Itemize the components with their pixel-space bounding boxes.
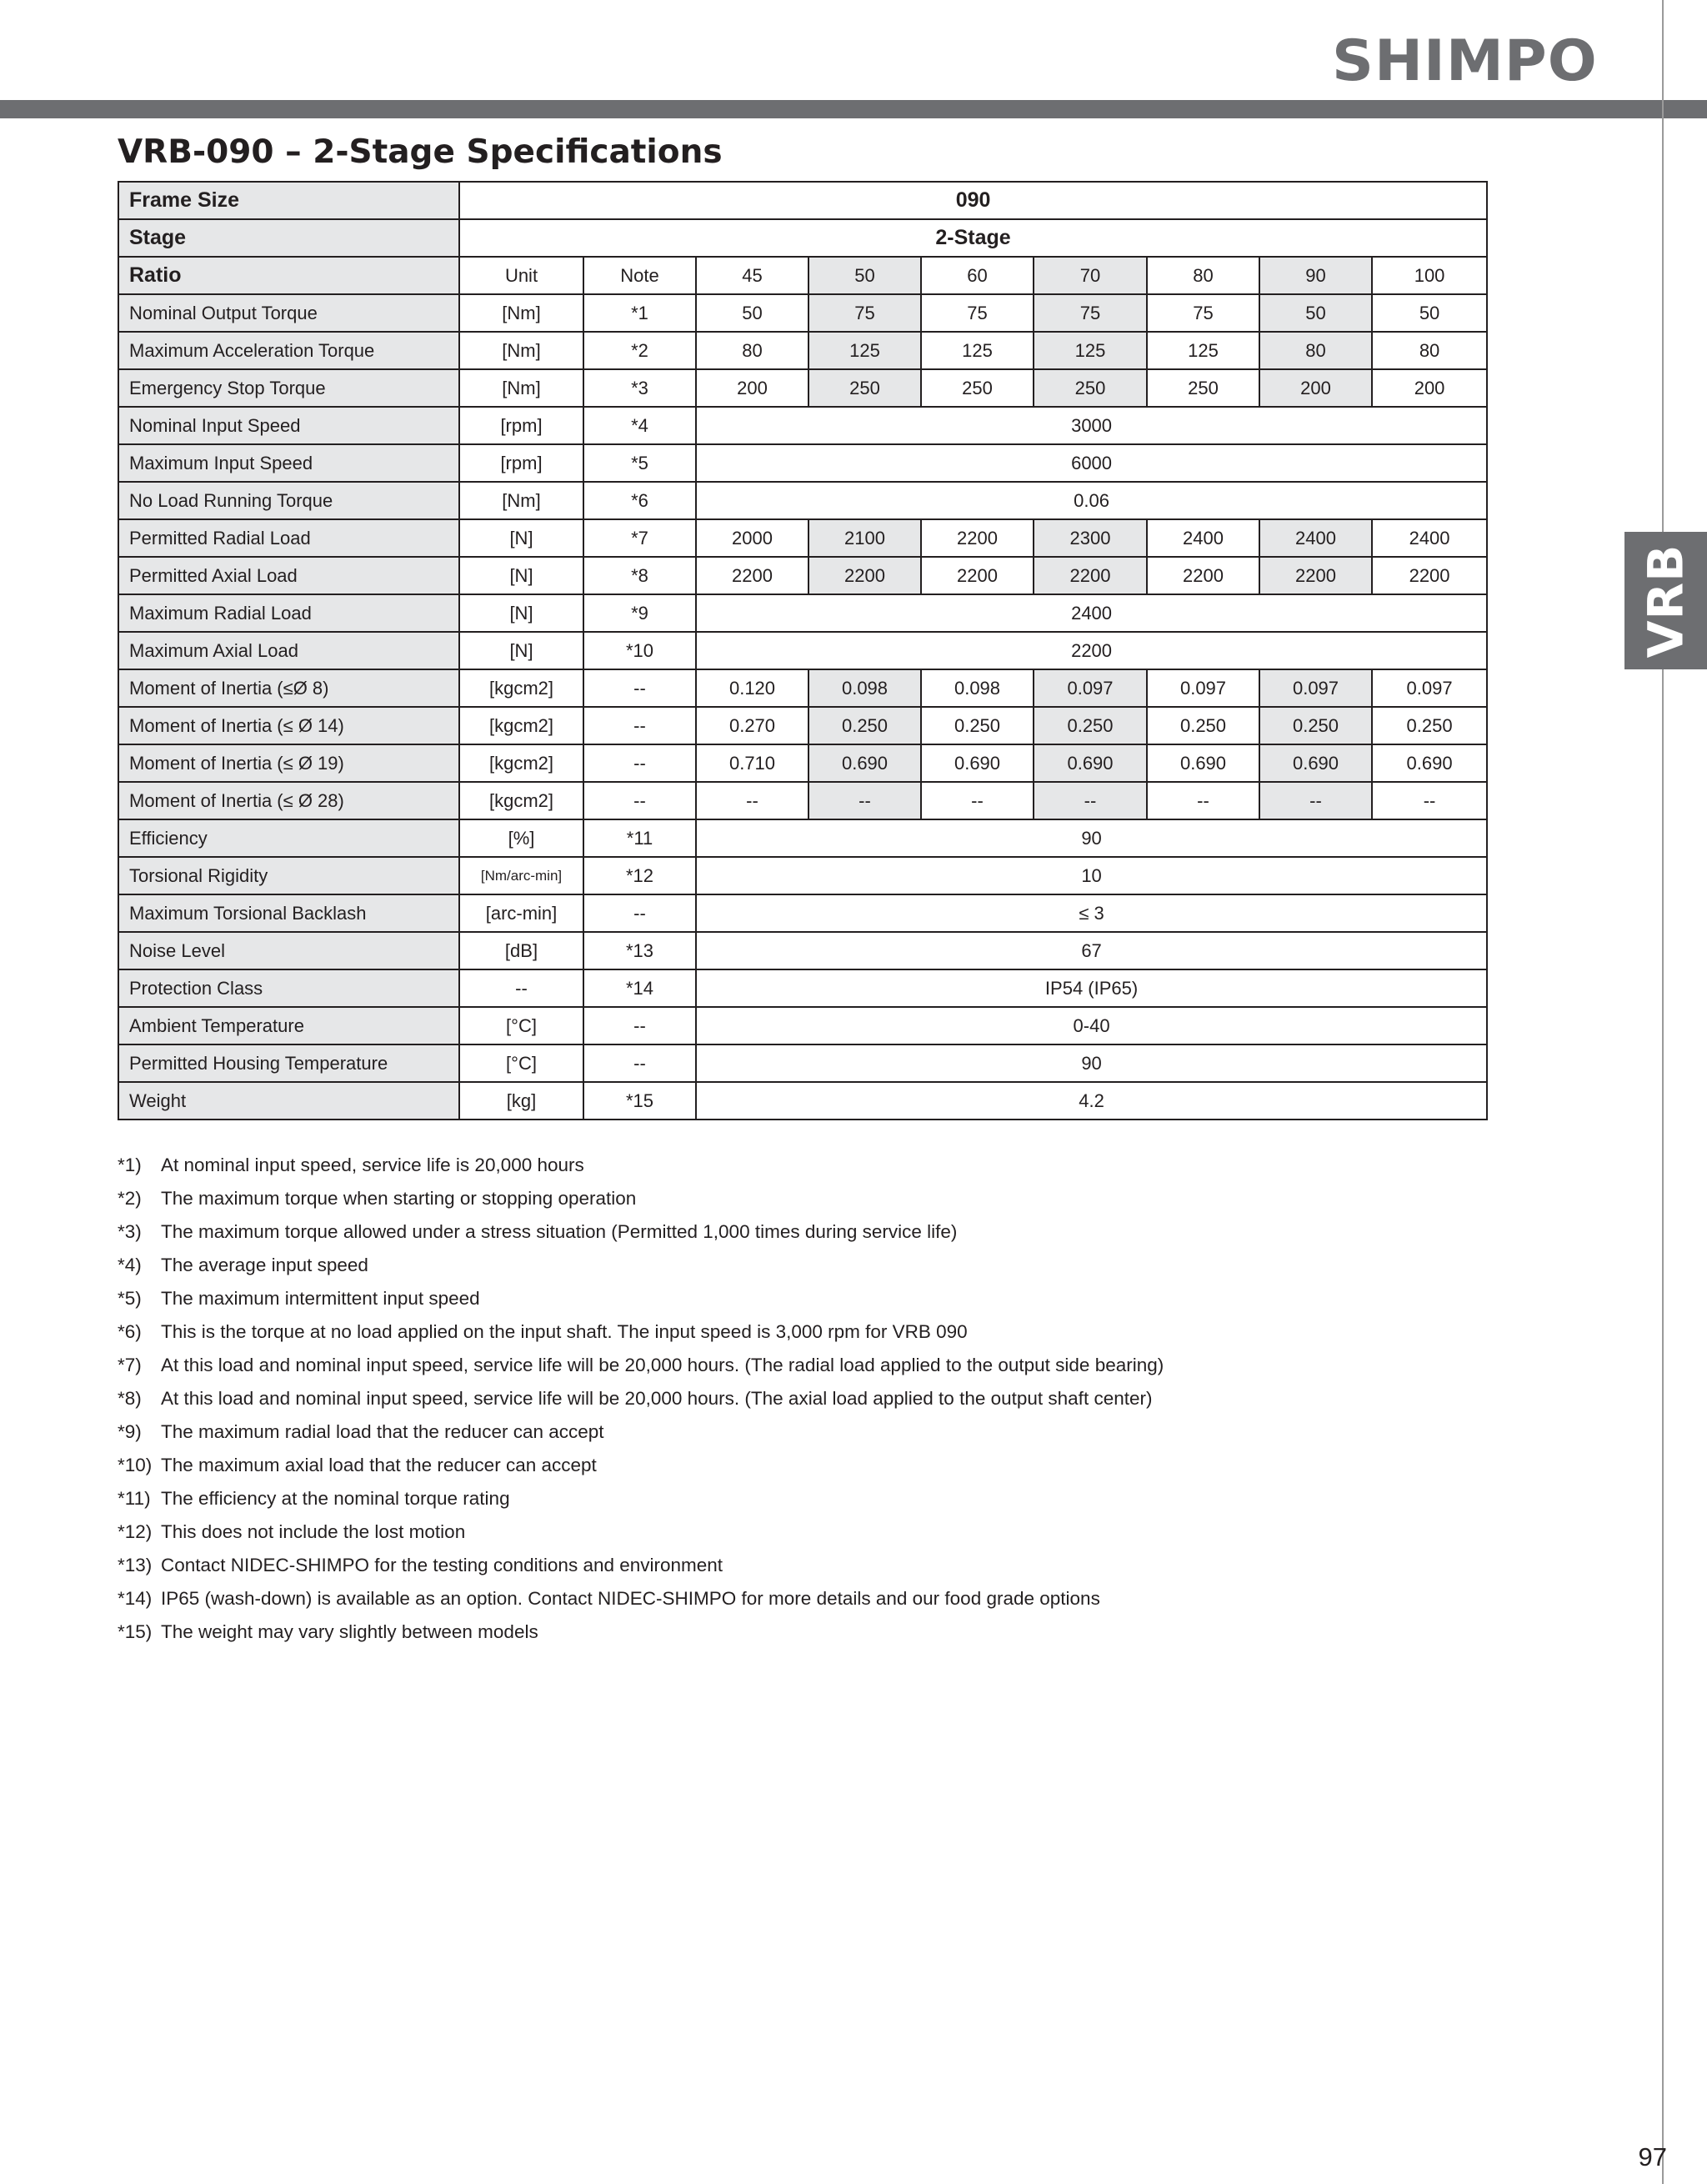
footnote-text: This does not include the lost motion — [161, 1521, 466, 1542]
spec-note: *3 — [583, 369, 696, 407]
spec-label: Permitted Radial Load — [118, 519, 459, 557]
spec-value: 0.690 — [808, 744, 921, 782]
spec-value: 0.690 — [1147, 744, 1259, 782]
spec-value: 200 — [1259, 369, 1372, 407]
spec-note: *14 — [583, 969, 696, 1007]
footnote — [118, 1582, 1164, 1615]
spec-unit: [dB] — [459, 932, 583, 969]
spec-note: -- — [583, 1007, 696, 1044]
spec-label: Protection Class — [118, 969, 459, 1007]
spec-value: 75 — [1034, 294, 1147, 332]
footnote-text: IP65 (wash-down) is available as an option. Contact NIDEC-SHIMPO for more details and our food grade options — [161, 1588, 1100, 1609]
spec-label: Nominal Input Speed — [118, 407, 459, 444]
spec-label: Emergency Stop Torque — [118, 369, 459, 407]
spec-row — [118, 969, 1487, 1007]
spec-label: Moment of Inertia (≤ Ø 19) — [118, 744, 459, 782]
footnote-text: The maximum torque when starting or stopping operation — [161, 1188, 637, 1209]
spec-value: -- — [696, 782, 808, 819]
footnote — [118, 1315, 1164, 1349]
stage-value: 2-Stage — [459, 219, 1487, 257]
spec-unit: [kg] — [459, 1082, 583, 1120]
spec-label: Moment of Inertia (≤Ø 8) — [118, 669, 459, 707]
spec-value: 4.2 — [696, 1082, 1487, 1120]
spec-note: *6 — [583, 482, 696, 519]
spec-value: -- — [808, 782, 921, 819]
spec-unit: [N] — [459, 557, 583, 594]
footnote-mark: *13) — [118, 1555, 153, 1575]
spec-unit: [Nm/arc-min] — [459, 857, 583, 894]
spec-unit: [N] — [459, 632, 583, 669]
footnote — [118, 1449, 1164, 1482]
spec-value: 125 — [1147, 332, 1259, 369]
spec-row — [118, 707, 1487, 744]
footnote — [118, 1415, 1164, 1449]
footnote-text: At this load and nominal input speed, service life will be 20,000 hours. (The radial load applied to the output side bearing) — [161, 1355, 1164, 1375]
section-tab — [1624, 532, 1707, 669]
spec-value: 0.120 — [696, 669, 808, 707]
spec-row — [118, 669, 1487, 707]
spec-row — [118, 894, 1487, 932]
spec-row — [118, 482, 1487, 519]
margin-rule — [1662, 0, 1664, 2184]
spec-value: 80 — [1259, 332, 1372, 369]
spec-unit: -- — [459, 969, 583, 1007]
spec-unit: [N] — [459, 519, 583, 557]
spec-value: 90 — [696, 1044, 1487, 1082]
spec-value: 75 — [1147, 294, 1259, 332]
spec-value: 0.690 — [1372, 744, 1487, 782]
spec-note: -- — [583, 782, 696, 819]
footnote-mark: *5) — [118, 1288, 142, 1309]
footnote — [118, 1249, 1164, 1282]
spec-value: 0.098 — [921, 669, 1034, 707]
spec-value: 125 — [1034, 332, 1147, 369]
ratio-row — [118, 257, 1487, 294]
spec-label: Maximum Torsional Backlash — [118, 894, 459, 932]
spec-value: 2400 — [1259, 519, 1372, 557]
footnote — [118, 1182, 1164, 1215]
spec-row — [118, 782, 1487, 819]
unit-header: Unit — [459, 257, 583, 294]
spec-value: 2300 — [1034, 519, 1147, 557]
spec-value: 2200 — [1259, 557, 1372, 594]
spec-value: 75 — [808, 294, 921, 332]
spec-label: No Load Running Torque — [118, 482, 459, 519]
spec-value: 2100 — [808, 519, 921, 557]
spec-unit: [rpm] — [459, 407, 583, 444]
ratio-label: Ratio — [118, 257, 459, 294]
footnote-text: The maximum axial load that the reducer can accept — [161, 1455, 597, 1475]
spec-value: -- — [1259, 782, 1372, 819]
footnote-text: The weight may vary slightly between models — [161, 1621, 538, 1642]
spec-value: 50 — [1372, 294, 1487, 332]
spec-note: *12 — [583, 857, 696, 894]
spec-value: 0.250 — [921, 707, 1034, 744]
spec-value: 2200 — [1147, 557, 1259, 594]
spec-value: 0.250 — [808, 707, 921, 744]
footnote-mark: *1) — [118, 1155, 142, 1175]
footnote-mark: *6) — [118, 1321, 142, 1342]
spec-unit: [°C] — [459, 1044, 583, 1082]
spec-value: 75 — [921, 294, 1034, 332]
spec-value: 0.06 — [696, 482, 1487, 519]
spec-value: 10 — [696, 857, 1487, 894]
spec-label: Moment of Inertia (≤ Ø 28) — [118, 782, 459, 819]
spec-value: 2200 — [696, 557, 808, 594]
spec-label: Permitted Axial Load — [118, 557, 459, 594]
spec-row — [118, 557, 1487, 594]
footnote-mark: *11) — [118, 1488, 151, 1509]
spec-unit: [Nm] — [459, 294, 583, 332]
footnote-mark: *7) — [118, 1355, 142, 1375]
spec-value: 125 — [808, 332, 921, 369]
footnote — [118, 1515, 1164, 1549]
spec-value: 2200 — [1034, 557, 1147, 594]
spec-note: *15 — [583, 1082, 696, 1120]
spec-value: 50 — [696, 294, 808, 332]
spec-value: ≤ 3 — [696, 894, 1487, 932]
spec-note: *4 — [583, 407, 696, 444]
spec-value: 0.097 — [1259, 669, 1372, 707]
spec-row — [118, 632, 1487, 669]
spec-note: *9 — [583, 594, 696, 632]
spec-value: 125 — [921, 332, 1034, 369]
spec-label: Nominal Output Torque — [118, 294, 459, 332]
spec-value: -- — [921, 782, 1034, 819]
footnote-mark: *12) — [118, 1521, 153, 1542]
footnote — [118, 1215, 1164, 1249]
ratio-cell: 70 — [1034, 257, 1147, 294]
spec-note: *7 — [583, 519, 696, 557]
spec-value: 80 — [696, 332, 808, 369]
footnote-mark: *8) — [118, 1388, 142, 1409]
spec-unit: [°C] — [459, 1007, 583, 1044]
spec-value: 200 — [696, 369, 808, 407]
spec-value: 2400 — [1372, 519, 1487, 557]
spec-value: -- — [1372, 782, 1487, 819]
header-bar — [0, 100, 1707, 118]
footnote — [118, 1382, 1164, 1415]
spec-value: 0.250 — [1147, 707, 1259, 744]
stage-row — [118, 219, 1487, 257]
spec-unit: [kgcm2] — [459, 669, 583, 707]
footnote — [118, 1615, 1164, 1649]
spec-row — [118, 744, 1487, 782]
spec-value: 0.710 — [696, 744, 808, 782]
spec-label: Weight — [118, 1082, 459, 1120]
footnote — [118, 1149, 1164, 1182]
spec-note: -- — [583, 1044, 696, 1082]
spec-row — [118, 407, 1487, 444]
spec-unit: [kgcm2] — [459, 707, 583, 744]
spec-value: 0.250 — [1259, 707, 1372, 744]
spec-value: 250 — [1034, 369, 1147, 407]
spec-note: *5 — [583, 444, 696, 482]
spec-row — [118, 369, 1487, 407]
section-tab-label: VRB — [1637, 543, 1694, 658]
footnote-text: This is the torque at no load applied on the input shaft. The input speed is 3,000 rpm for VRB 090 — [161, 1321, 968, 1342]
frame-size-value: 090 — [459, 182, 1487, 219]
spec-value: 2200 — [921, 557, 1034, 594]
spec-value: 0-40 — [696, 1007, 1487, 1044]
spec-note: -- — [583, 744, 696, 782]
spec-unit: [Nm] — [459, 369, 583, 407]
spec-value: 2000 — [696, 519, 808, 557]
spec-value: 0.097 — [1034, 669, 1147, 707]
spec-value: 2400 — [696, 594, 1487, 632]
spec-value: 2200 — [696, 632, 1487, 669]
spec-label: Efficiency — [118, 819, 459, 857]
spec-value: 2200 — [808, 557, 921, 594]
spec-note: -- — [583, 707, 696, 744]
spec-label: Maximum Acceleration Torque — [118, 332, 459, 369]
spec-row — [118, 444, 1487, 482]
frame-size-label: Frame Size — [118, 182, 459, 219]
footnote-mark: *2) — [118, 1188, 142, 1209]
spec-label: Permitted Housing Temperature — [118, 1044, 459, 1082]
spec-value: 0.250 — [1034, 707, 1147, 744]
spec-unit: [kgcm2] — [459, 744, 583, 782]
spec-note: *2 — [583, 332, 696, 369]
ratio-cell: 100 — [1372, 257, 1487, 294]
footnote-text: Contact NIDEC-SHIMPO for the testing conditions and environment — [161, 1555, 723, 1575]
footnote-text: The maximum radial load that the reducer can accept — [161, 1421, 604, 1442]
spec-label: Ambient Temperature — [118, 1007, 459, 1044]
footnote-text: The maximum intermittent input speed — [161, 1288, 480, 1309]
spec-value: 50 — [1259, 294, 1372, 332]
spec-note: *13 — [583, 932, 696, 969]
spec-label: Noise Level — [118, 932, 459, 969]
footnote-mark: *3) — [118, 1221, 142, 1242]
ratio-cell: 45 — [696, 257, 808, 294]
spec-note: *1 — [583, 294, 696, 332]
footnotes-list — [118, 1149, 1164, 1649]
footnote-text: At nominal input speed, service life is 20,000 hours — [161, 1155, 584, 1175]
spec-value: 90 — [696, 819, 1487, 857]
spec-value: 0.097 — [1372, 669, 1487, 707]
spec-row — [118, 294, 1487, 332]
footnote — [118, 1349, 1164, 1382]
spec-table — [118, 181, 1488, 1120]
spec-note: *11 — [583, 819, 696, 857]
frame-size-row — [118, 182, 1487, 219]
spec-value: -- — [1147, 782, 1259, 819]
stage-label: Stage — [118, 219, 459, 257]
footnote-mark: *10) — [118, 1455, 153, 1475]
spec-row — [118, 332, 1487, 369]
spec-label: Maximum Radial Load — [118, 594, 459, 632]
spec-row — [118, 594, 1487, 632]
spec-value: 67 — [696, 932, 1487, 969]
spec-note: -- — [583, 894, 696, 932]
footnote — [118, 1549, 1164, 1582]
spec-value: 2200 — [1372, 557, 1487, 594]
spec-label: Maximum Axial Load — [118, 632, 459, 669]
spec-value: 250 — [808, 369, 921, 407]
spec-value: 0.270 — [696, 707, 808, 744]
spec-row — [118, 1044, 1487, 1082]
page-title: VRB-090 – 2-Stage Specifications — [118, 133, 723, 171]
footnote — [118, 1282, 1164, 1315]
spec-value: 200 — [1372, 369, 1487, 407]
spec-value: 0.690 — [921, 744, 1034, 782]
spec-unit: [N] — [459, 594, 583, 632]
shimpo-logo: SHIMPO — [1332, 28, 1598, 94]
spec-unit: [kgcm2] — [459, 782, 583, 819]
spec-value: 0.690 — [1259, 744, 1372, 782]
spec-label: Torsional Rigidity — [118, 857, 459, 894]
spec-row — [118, 1007, 1487, 1044]
footnote-text: The maximum torque allowed under a stress situation (Permitted 1,000 times during service life) — [161, 1221, 958, 1242]
spec-row — [118, 857, 1487, 894]
note-header: Note — [583, 257, 696, 294]
spec-label: Moment of Inertia (≤ Ø 14) — [118, 707, 459, 744]
spec-unit: [%] — [459, 819, 583, 857]
footnote-mark: *4) — [118, 1255, 142, 1275]
spec-unit: [Nm] — [459, 332, 583, 369]
footnote-text: At this load and nominal input speed, service life will be 20,000 hours. (The axial load applied to the output shaft center) — [161, 1388, 1153, 1409]
spec-value: 0.250 — [1372, 707, 1487, 744]
spec-unit: [arc-min] — [459, 894, 583, 932]
spec-note: *8 — [583, 557, 696, 594]
spec-value: 250 — [921, 369, 1034, 407]
spec-row — [118, 819, 1487, 857]
footnote-mark: *9) — [118, 1421, 142, 1442]
spec-value: 250 — [1147, 369, 1259, 407]
spec-value: 2400 — [1147, 519, 1259, 557]
footnote-text: The efficiency at the nominal torque rating — [161, 1488, 510, 1509]
spec-row — [118, 932, 1487, 969]
spec-value: 2200 — [921, 519, 1034, 557]
footnote-mark: *14) — [118, 1588, 153, 1609]
spec-value: 0.098 — [808, 669, 921, 707]
ratio-cell: 80 — [1147, 257, 1259, 294]
spec-row — [118, 519, 1487, 557]
spec-value: 80 — [1372, 332, 1487, 369]
spec-value: IP54 (IP65) — [696, 969, 1487, 1007]
spec-value: 0.690 — [1034, 744, 1147, 782]
spec-value: 6000 — [696, 444, 1487, 482]
footnote-text: The average input speed — [161, 1255, 368, 1275]
spec-label: Maximum Input Speed — [118, 444, 459, 482]
ratio-cell: 60 — [921, 257, 1034, 294]
spec-value: -- — [1034, 782, 1147, 819]
spec-row — [118, 1082, 1487, 1120]
ratio-cell: 50 — [808, 257, 921, 294]
spec-value: 3000 — [696, 407, 1487, 444]
footnote-mark: *15) — [118, 1621, 153, 1642]
spec-note: -- — [583, 669, 696, 707]
spec-unit: [Nm] — [459, 482, 583, 519]
page-number: 97 — [1638, 2142, 1667, 2171]
ratio-cell: 90 — [1259, 257, 1372, 294]
footnote — [118, 1482, 1164, 1515]
spec-value: 0.097 — [1147, 669, 1259, 707]
spec-note: *10 — [583, 632, 696, 669]
spec-unit: [rpm] — [459, 444, 583, 482]
